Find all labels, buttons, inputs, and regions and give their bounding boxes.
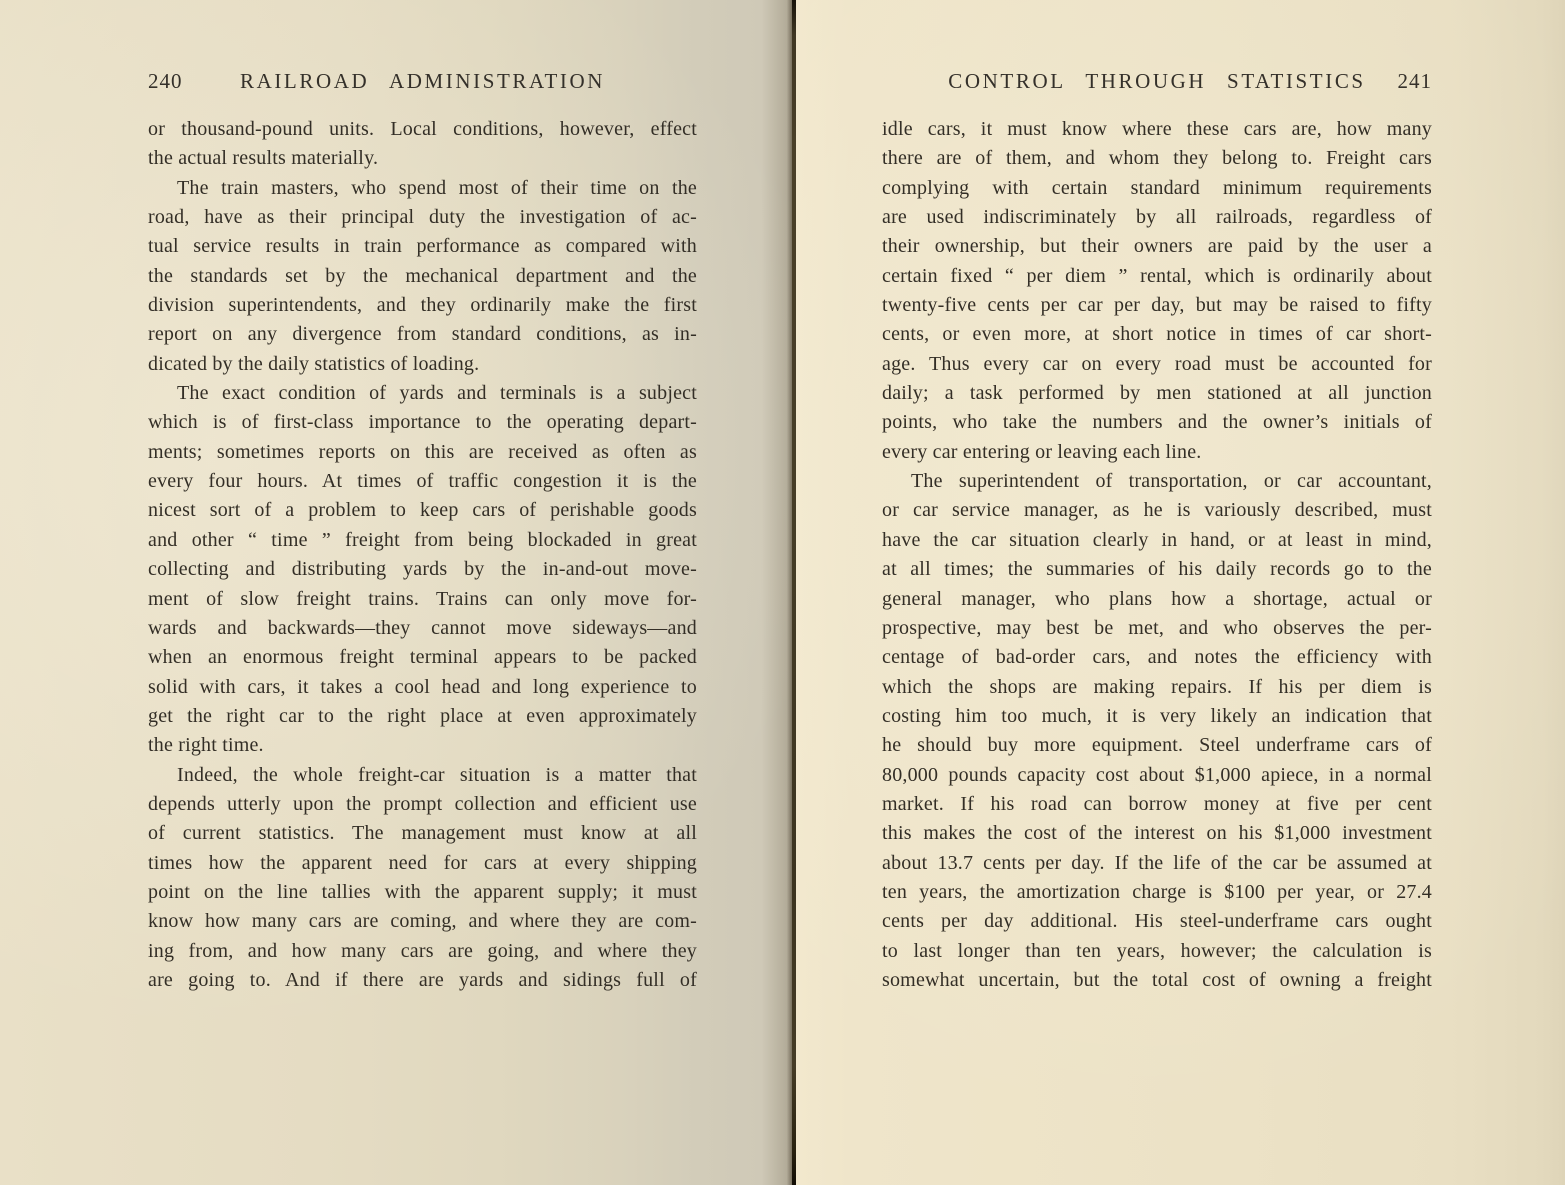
- text-line: age. Thus every car on every road must be accounted for: [882, 352, 1432, 375]
- text-line: The train masters, who spend most of their time on the: [177, 176, 697, 199]
- text-line: collecting and distributing yards by the in-and-out move-: [148, 558, 697, 581]
- text-line: nicest sort of a problem to keep cars of perishable goods: [148, 499, 697, 522]
- text-line: ing from, and how many cars are going, and where they: [148, 939, 697, 962]
- page-number-left: 240: [148, 69, 183, 93]
- text-line: have the car situation clearly in hand, or at least in mind,: [882, 528, 1432, 551]
- text-line: report on any divergence from standard conditions, as in-: [148, 323, 697, 346]
- text-line: are used indiscriminately by all railroads, regardless of: [882, 206, 1432, 229]
- text-line: general manager, who plans how a shortage, actual or: [882, 587, 1432, 610]
- text-line: tual service results in train performance as compared with: [148, 235, 697, 258]
- text-line: Indeed, the whole freight-car situation is a matter that: [177, 763, 697, 786]
- text-line: every four hours. At times of traffic congestion it is the: [148, 470, 697, 493]
- text-line: cents, or even more, at short notice in times of car short-: [882, 323, 1432, 346]
- text-line: The exact condition of yards and terminals is a subject: [177, 382, 697, 405]
- text-line: every car entering or leaving each line.: [882, 440, 1202, 463]
- running-head-right: CONTROL THROUGH STATISTICS: [948, 69, 1366, 93]
- text-line: centage of bad-order cars, and notes the efficiency with: [882, 646, 1432, 669]
- text-line: or thousand-pound units. Local conditions, however, effect: [148, 118, 697, 140]
- text-line: daily; a task performed by men stationed at all junction: [882, 382, 1432, 405]
- text-line: about 13.7 cents per day. If the life of the car be assumed at: [882, 851, 1432, 874]
- text-line: at all times; the summaries of his daily records go to the: [882, 558, 1432, 581]
- text-line: their ownership, but their owners are paid by the user a: [882, 235, 1432, 258]
- text-line: times how the apparent need for cars at every shipping: [148, 851, 697, 874]
- text-line: costing him too much, it is very likely an indication that: [882, 704, 1432, 727]
- text-line: dicated by the daily statistics of loading.: [148, 352, 480, 375]
- text-line: and other “ time ” freight from being blockaded in great: [148, 528, 697, 551]
- text-line: to last longer than ten years, however; the calculation is: [882, 939, 1432, 962]
- text-line: idle cars, it must know where these cars are, how many: [882, 118, 1432, 140]
- page-number-right: 241: [1397, 69, 1432, 93]
- text-line: know how many cars are coming, and where they are com-: [148, 910, 697, 933]
- text-line: depends utterly upon the prompt collection and efficient use: [148, 792, 697, 815]
- text-line: twenty-five cents per car per day, but may be raised to fifty: [882, 294, 1432, 317]
- text-line: which is of first-class importance to the operating depart-: [148, 411, 697, 434]
- text-line: somewhat uncertain, but the total cost of owning a freight: [882, 968, 1432, 991]
- text-line: solid with cars, it takes a cool head and long experience to: [148, 675, 697, 698]
- text-line: road, have as their principal duty the investigation of ac-: [148, 206, 697, 229]
- text-line: ments; sometimes reports on this are received as often as: [148, 440, 697, 463]
- text-line: of current statistics. The management must know at all: [148, 822, 697, 845]
- right-page-header: [882, 69, 1432, 97]
- text-line: the standards set by the mechanical department and the: [148, 264, 697, 287]
- text-line: he should buy more equipment. Steel underframe cars of: [882, 734, 1432, 757]
- text-line: 80,000 pounds capacity cost about $1,000 apiece, in a normal: [882, 763, 1432, 786]
- running-head-left: RAILROAD ADMINISTRATION: [239, 69, 606, 93]
- text-line: ten years, the amortization charge is $100 per year, or 27.4: [882, 880, 1432, 903]
- left-page-header: [148, 69, 697, 97]
- text-line: wards and backwards—they cannot move sideways—and: [148, 616, 697, 639]
- text-line: or car service manager, as he is variously described, must: [882, 499, 1432, 522]
- page-body-right: [882, 115, 1432, 995]
- text-line: the right time.: [148, 734, 264, 757]
- text-line: ment of slow freight trains. Trains can only move for-: [148, 587, 697, 610]
- text-line: get the right car to the right place at even approximately: [148, 704, 697, 727]
- text-line: points, who take the numbers and the owner’s initials of: [882, 411, 1432, 434]
- page-right: [796, 0, 1565, 1185]
- text-line: market. If his road can borrow money at five per cent: [882, 792, 1432, 815]
- page-body-left: [148, 115, 697, 995]
- text-line: are going to. And if there are yards and sidings full of: [148, 968, 697, 991]
- text-line: division superintendents, and they ordinarily make the first: [148, 294, 697, 317]
- text-line: which the shops are making repairs. If his per diem is: [882, 675, 1432, 698]
- text-line: cents per day additional. His steel-underframe cars ought: [882, 910, 1432, 933]
- text-line: when an enormous freight terminal appears to be packed: [148, 646, 697, 669]
- text-line: this makes the cost of the interest on his $1,000 investment: [882, 822, 1432, 845]
- text-line: point on the line tallies with the apparent supply; it must: [148, 880, 697, 903]
- text-line: prospective, may best be met, and who observes the per-: [882, 616, 1432, 639]
- text-line: there are of them, and whom they belong to. Freight cars: [882, 147, 1432, 170]
- text-line: the actual results materially.: [148, 147, 379, 170]
- text-line: The superintendent of transportation, or car accountant,: [911, 470, 1432, 493]
- text-line: complying with certain standard minimum requirements: [882, 176, 1432, 199]
- text-line: certain fixed “ per diem ” rental, which is ordinarily about: [882, 264, 1432, 287]
